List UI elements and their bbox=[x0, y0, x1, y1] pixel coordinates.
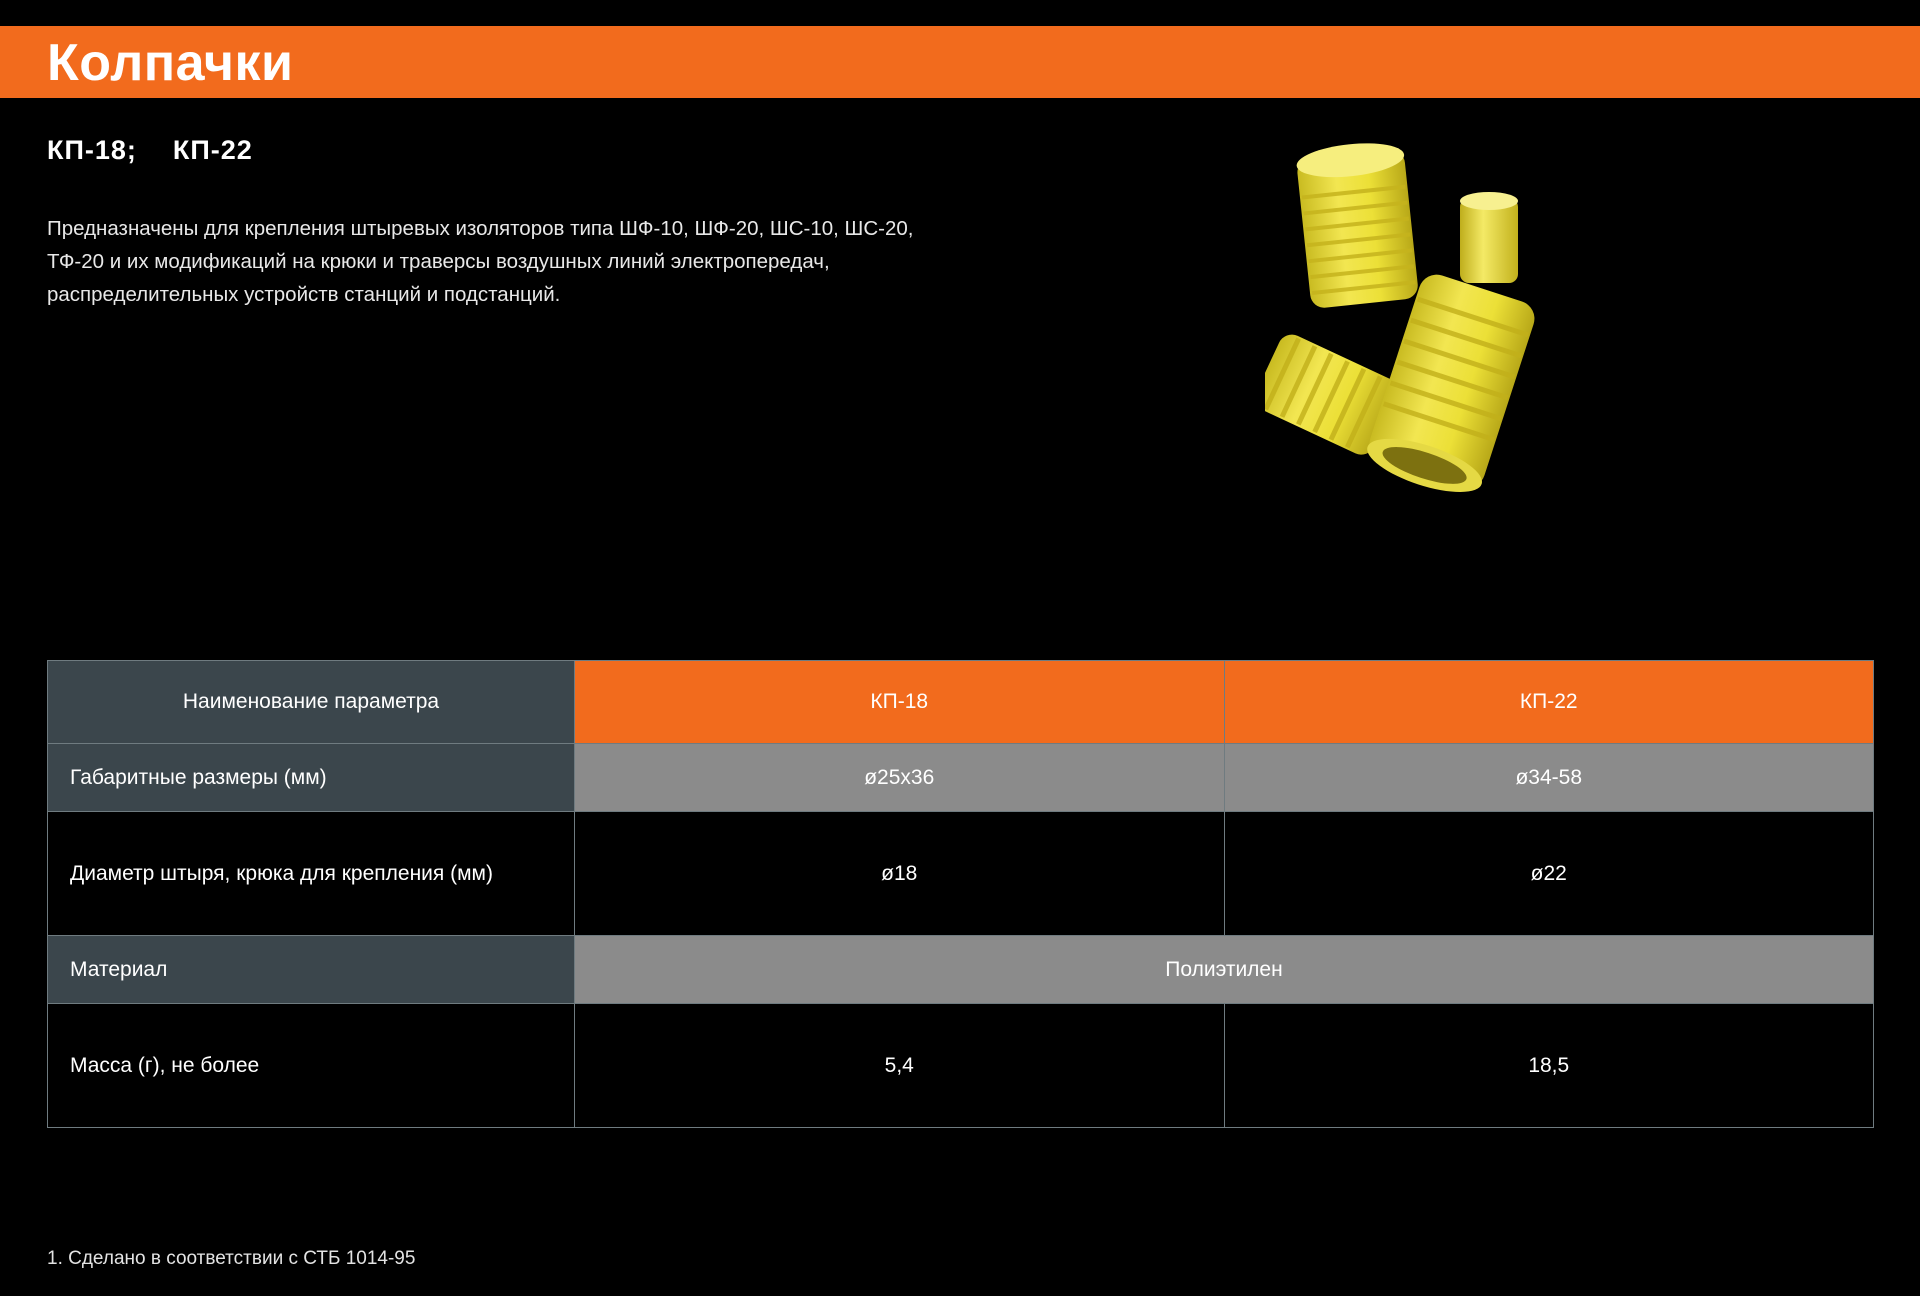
table-row bbox=[48, 1004, 1874, 1128]
header-cell-parameter: Наименование параметра bbox=[48, 661, 575, 744]
row-value-pin-diameter-kp22: ø22 bbox=[1224, 812, 1874, 936]
table-row bbox=[48, 936, 1874, 1004]
header-cell-kp22: КП-22 bbox=[1224, 661, 1874, 744]
row-value-mass-kp18: 5,4 bbox=[575, 1004, 1225, 1128]
row-label-pin-diameter: Диаметр штыря, крюка для крепления (мм) bbox=[48, 812, 575, 936]
row-value-pin-diameter-kp18: ø18 bbox=[575, 812, 1225, 936]
header-cell-kp18: КП-18 bbox=[575, 661, 1225, 744]
model-name-first: КП-18; bbox=[47, 135, 137, 165]
product-photo bbox=[1265, 140, 1725, 520]
table-row bbox=[48, 812, 1874, 936]
row-label-mass: Масса (г), не более bbox=[48, 1004, 575, 1128]
row-value-dimensions-kp22: ø34-58 bbox=[1224, 744, 1874, 812]
caps-illustration bbox=[1265, 140, 1725, 520]
row-value-material-merged: Полиэтилен bbox=[575, 936, 1874, 1004]
row-value-dimensions-kp18: ø25х36 bbox=[575, 744, 1225, 812]
footnote: 1. Сделано в соответствии с СТБ 1014-95 bbox=[47, 1248, 416, 1269]
table-row bbox=[48, 744, 1874, 812]
model-subtitle bbox=[47, 135, 253, 166]
row-label-material: Материал bbox=[48, 936, 575, 1004]
page-title: Колпачки bbox=[47, 34, 294, 92]
row-label-dimensions: Габаритные размеры (мм) bbox=[48, 744, 575, 812]
table-header-row bbox=[48, 661, 1874, 744]
model-name-second: КП-22 bbox=[172, 135, 253, 165]
specifications-table bbox=[47, 660, 1874, 1128]
row-value-mass-kp22: 18,5 bbox=[1224, 1004, 1874, 1128]
product-description: Предназначены для крепления штыревых изоляторов типа ШФ-10, ШФ-20, ШС-10, ШС-20, ТФ-20 и их модификаций на крюки и траверсы воздушных линий электропередач, распределительных устройств станций и подстанций. bbox=[47, 217, 914, 306]
